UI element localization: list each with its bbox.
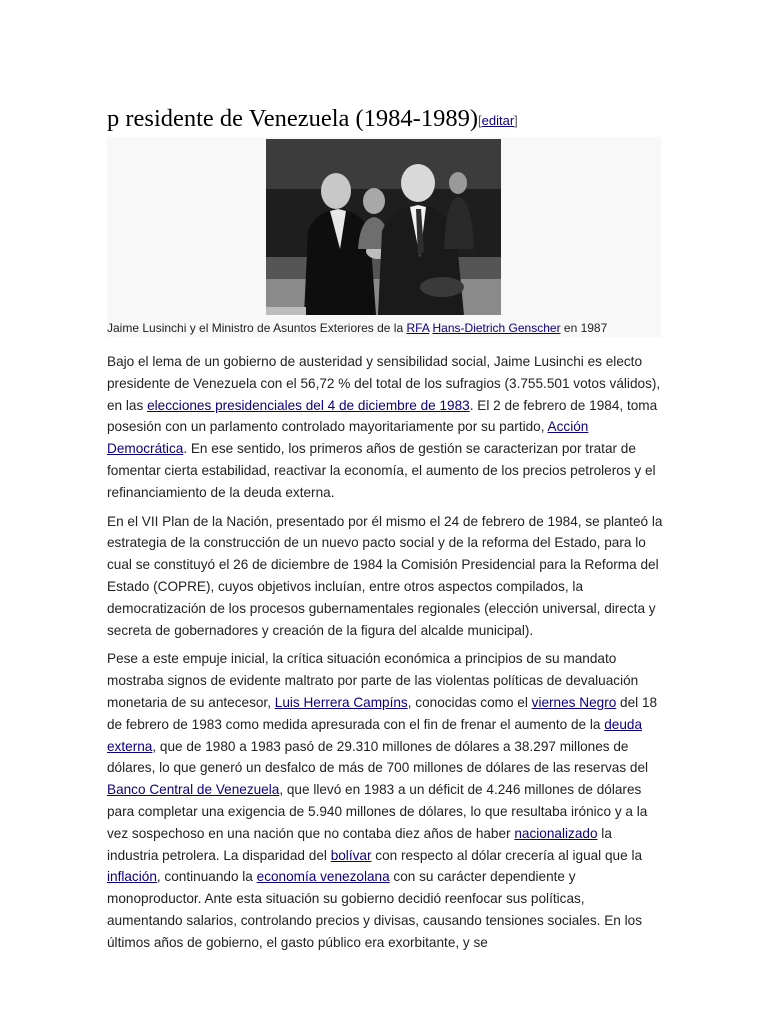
link-economia-venezolana[interactable]: economía venezolana: [256, 869, 390, 885]
edit-bracket-open: [: [478, 113, 482, 128]
paragraph-1: [107, 351, 663, 504]
paragraph-3: [107, 648, 663, 953]
caption-text: en 1987: [560, 321, 608, 335]
link-bolivar[interactable]: bolívar: [330, 847, 372, 863]
figure-thumb: [107, 137, 661, 337]
heading-title: p residente de Venezuela (1984-1989): [107, 105, 478, 132]
paragraph-text: . En ese sentido, los primeros años de gestión se caracterizan por tratar de fomentar cierta estabilidad, reactivar la economía, el aumento de los precios petroleros y el refinanciamiento de la deuda externa.: [107, 441, 656, 500]
link-nacionalizado[interactable]: nacionalizado: [514, 825, 598, 841]
link-inflacion[interactable]: inflación: [107, 869, 157, 885]
edit-bracket-close: ]: [514, 113, 518, 128]
caption-link-rfa[interactable]: RFA: [406, 321, 430, 335]
figure-photo[interactable]: [266, 139, 501, 315]
figure-caption: [107, 320, 661, 336]
paragraph-text: Bajo el lema de un gobierno de austeridad y sensibilidad social, Jaime Lusinchi es electo presidente de Venezuela con el 56,72 % del total de los sufragios (3.755.501 votos válidos), en las: [107, 354, 661, 413]
link-banco-central[interactable]: Banco Central de Venezuela: [107, 782, 280, 798]
paragraph-text: . El 2 de febrero de 1984, toma posesión con un parlamento controlado mayoritariamente por su partido,: [107, 397, 658, 435]
link-elecciones-1983[interactable]: elecciones presidenciales del 4 de diciembre de 1983: [147, 397, 470, 413]
edit-link[interactable]: editar: [481, 113, 515, 128]
paragraph-text: En el VII Plan de la Nación, presentado por él mismo el 24 de febrero de 1984, se planteó la estrategia de la construcción de un nuevo pacto social y de la reforma del Estado, para lo cual se constituyó el 26 de diciembre de 1984 la Comisión Presidencial para la Reforma del Estado (COPRE), cuyos objetivos incluían, entre otros aspectos compilados, la democratización de los procesos gubernamentales regionales (elección universal, directa y secreta de gobernadores y creación de la figura del alcalde municipal).: [107, 513, 663, 638]
paragraph-text: del 18 de febrero de 1983 como medida apresurada con el fin de frenar el aumento de la: [107, 694, 658, 732]
link-viernes-negro[interactable]: viernes Negro: [531, 694, 617, 710]
paragraph-text: , conocidas como el: [407, 694, 532, 710]
paragraph-text: con su carácter dependiente y monoproductor. Ante esta situación su gobierno decidió reenfocar sus políticas, aumentando salarios, controlando precios y divisas, causando tensiones sociales. En los últimos años de gobierno, el gasto público era exorbitante, y se: [107, 869, 642, 950]
article-body: [107, 351, 663, 961]
paragraph-text: Pese a este empuje inicial, la crítica situación económica a principios de su mandato mostraba signos de evidente maltrato por parte de las violentas políticas de devaluación monetaria de su antecesor,: [107, 651, 639, 710]
link-accion-democratica[interactable]: Acción Democrática: [107, 419, 589, 457]
link-deuda-externa[interactable]: deuda externa: [107, 716, 643, 754]
section-heading: [107, 104, 661, 138]
paragraph-text: la industria petrolera. La disparidad del: [107, 825, 612, 863]
caption-text: Jaime Lusinchi y el Ministro de Asuntos Exteriores de la: [107, 321, 407, 335]
photo-illustration: [266, 139, 501, 315]
paragraph-text: con respecto al dólar crecería al igual que la: [371, 847, 643, 863]
caption-link-genscher[interactable]: Hans-Dietrich Genscher: [432, 321, 561, 335]
paragraph-2: [107, 511, 663, 642]
paragraph-text: , continuando la: [156, 869, 257, 885]
link-luis-herrera-campins[interactable]: Luis Herrera Campíns: [274, 694, 408, 710]
edit-section: [478, 113, 518, 128]
paragraph-text: , que de 1980 a 1983 pasó de 29.310 millones de dólares a 38.297 millones de dólares, lo que generó un desfalco de más de 700 millones de dólares de las reservas del: [107, 738, 649, 776]
paragraph-text: , que llevó en 1983 a un déficit de 4.246 millones de dólares para completar una exigencia de 5.940 millones de dólares, lo que resultaba irónico y a la vez sospechoso en una nación que no contaba diez años de haber: [107, 782, 648, 841]
